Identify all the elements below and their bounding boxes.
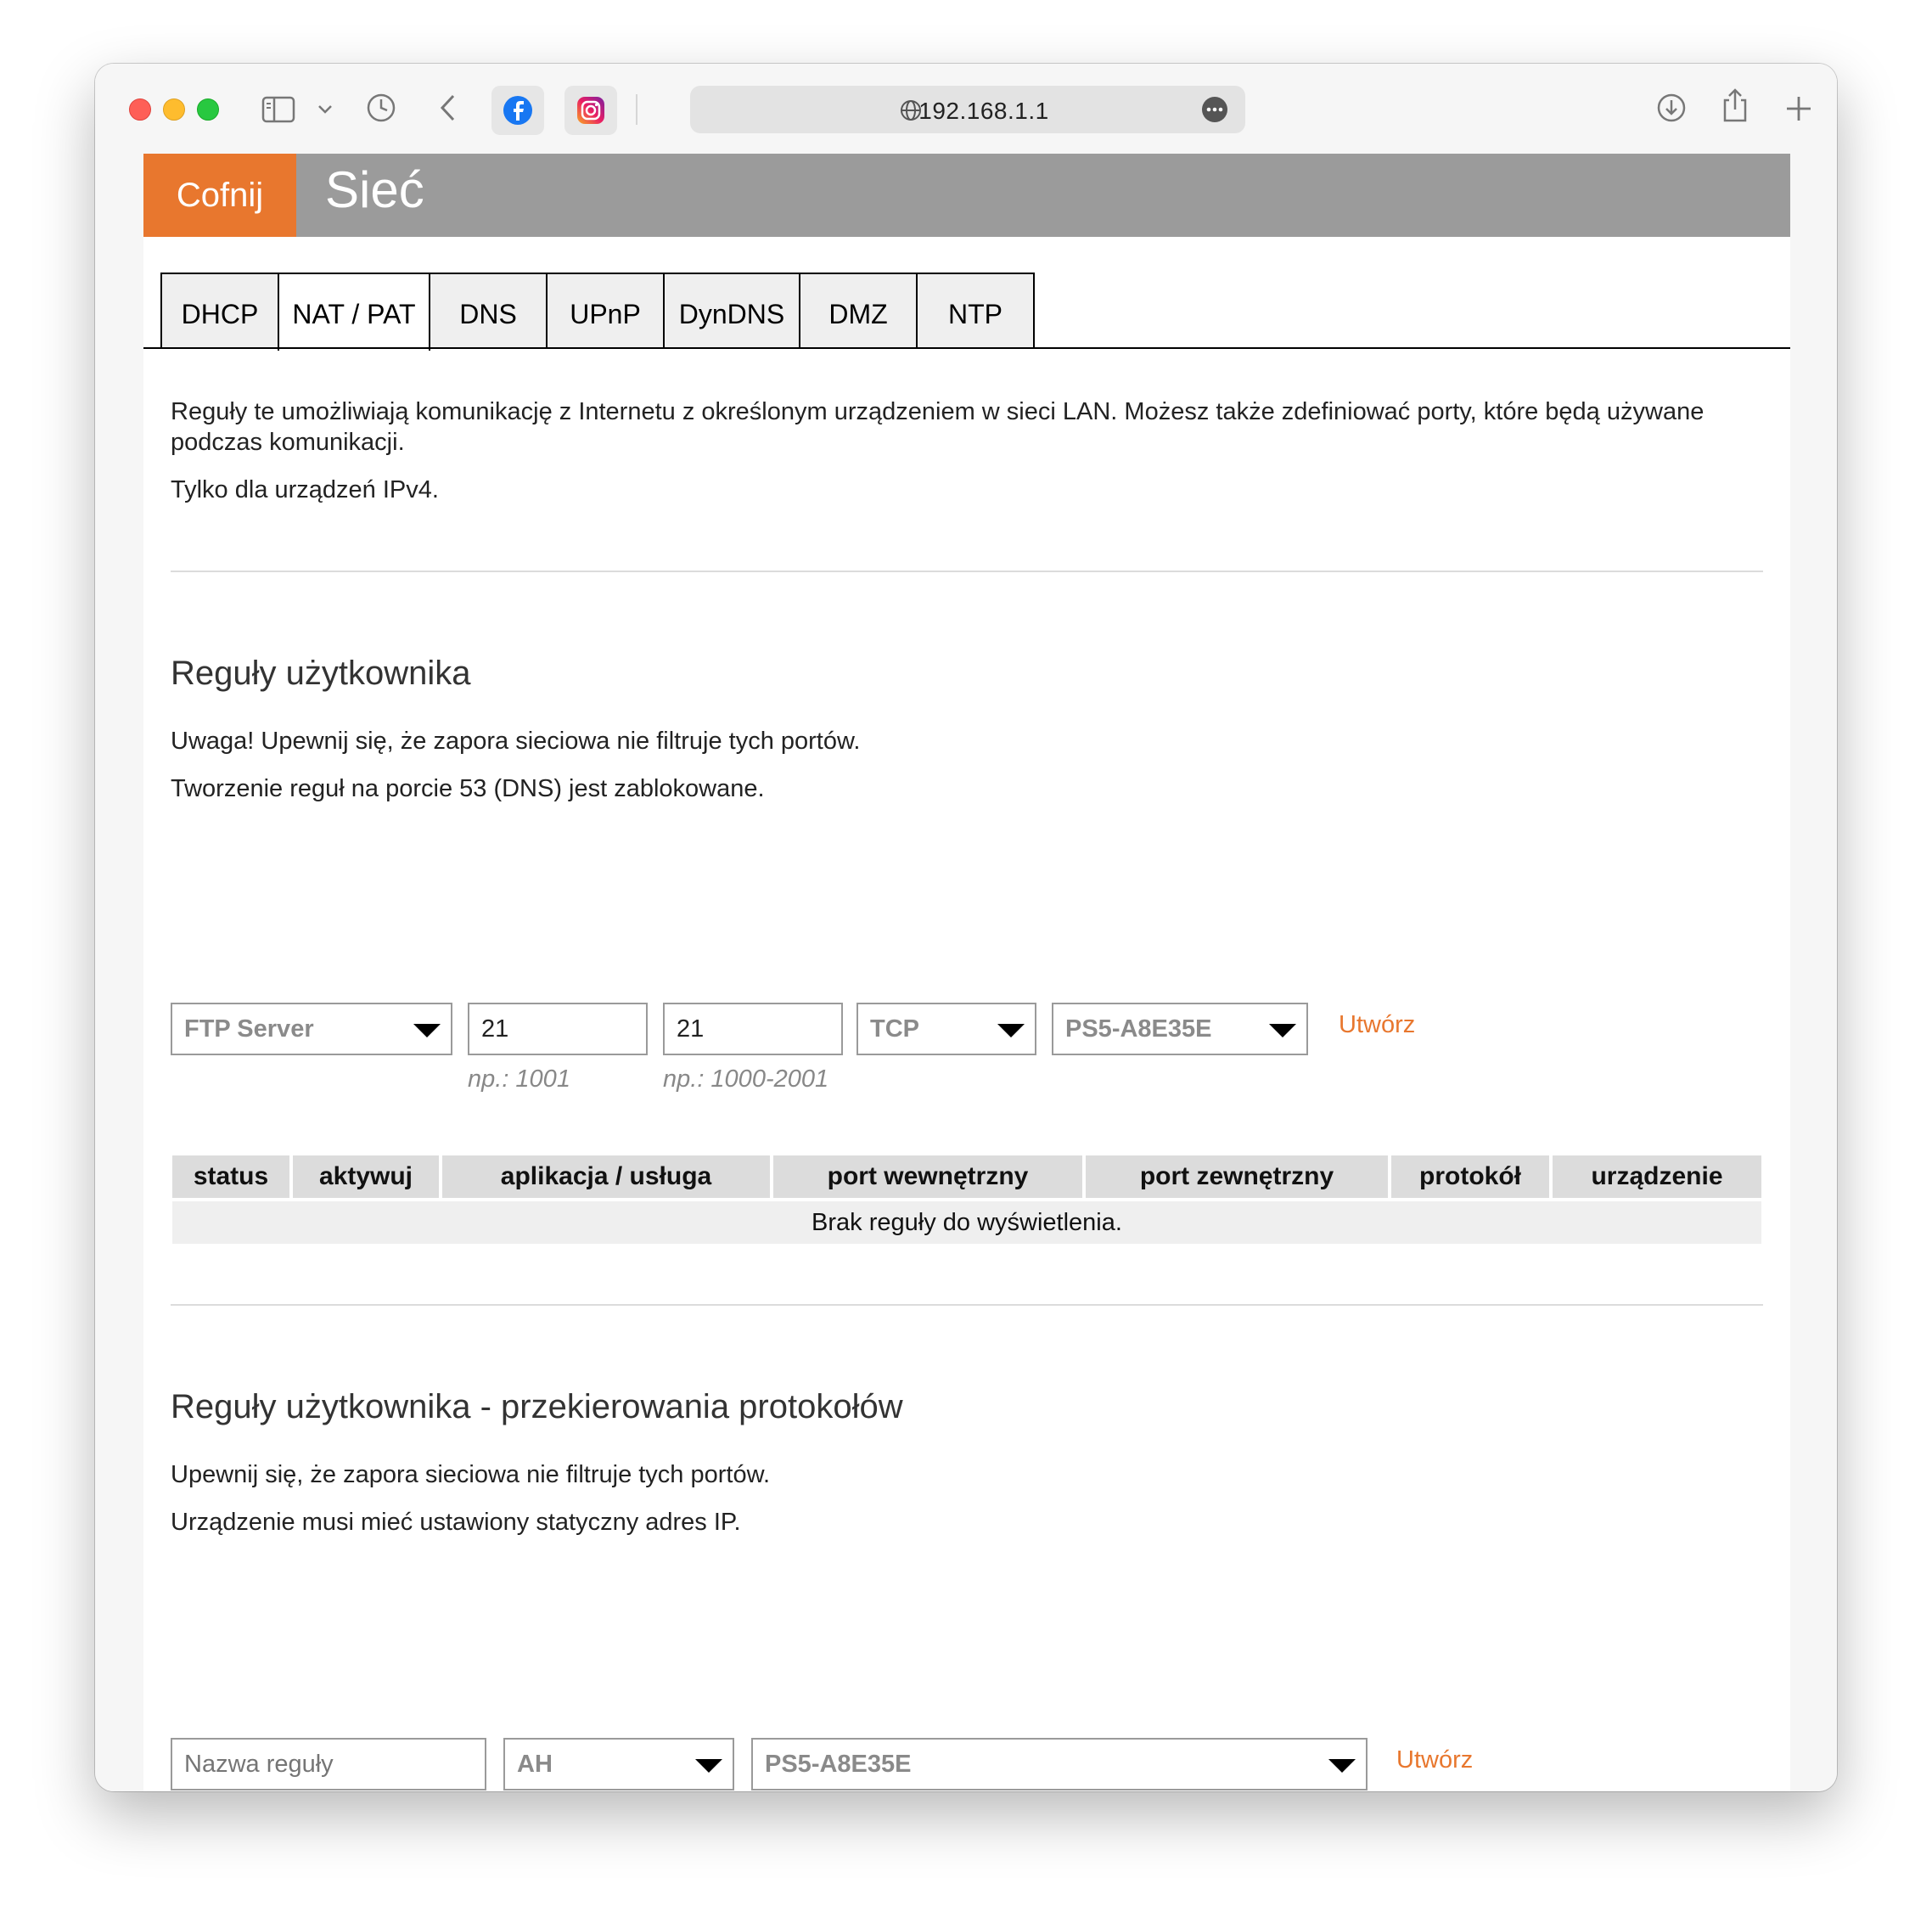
firewall-note: Upewnij się, że zapora sieciowa nie filtruje tych portów. <box>171 1461 770 1488</box>
tab-upnp[interactable]: UPnP <box>546 273 665 347</box>
tab-ntp[interactable]: NTP <box>916 273 1035 347</box>
protocol-select-value: TCP <box>870 1015 919 1043</box>
rule-name-input[interactable] <box>171 1738 486 1791</box>
dns-port-note: Tworzenie reguł na porcie 53 (DNS) jest zablokowane. <box>171 775 765 802</box>
column-header-application[interactable]: aplikacja / usługa <box>442 1155 770 1198</box>
tab-dmz[interactable]: DMZ <box>799 273 918 347</box>
column-header-device[interactable]: urządzenie <box>1553 1155 1761 1198</box>
user-rules-heading: Reguły użytkownika <box>171 655 471 692</box>
device-select-value: PS5-A8E35E <box>1065 1015 1212 1043</box>
application-select[interactable] <box>171 1003 452 1055</box>
toolbar-separator <box>636 94 637 125</box>
forwarding-protocol-select[interactable] <box>503 1738 734 1791</box>
back-arrow-icon[interactable] <box>438 93 458 123</box>
column-header-internal-port[interactable]: port wewnętrzny <box>773 1155 1082 1198</box>
page-header <box>143 154 1790 237</box>
external-port-input[interactable]: 21 <box>663 1003 843 1055</box>
dropdown-arrow-icon <box>695 1759 722 1773</box>
instagram-icon <box>576 95 606 126</box>
section-divider <box>171 571 1763 572</box>
tab-dns[interactable]: DNS <box>429 273 548 347</box>
dropdown-arrow-icon <box>413 1024 441 1037</box>
browser-window <box>95 64 1837 1791</box>
forwarding-device-select[interactable] <box>751 1738 1368 1791</box>
tab-divider <box>143 347 1790 349</box>
history-icon[interactable] <box>365 92 397 124</box>
close-window-button[interactable] <box>129 98 151 121</box>
ipv4-note: Tylko dla urządzeń IPv4. <box>171 476 439 503</box>
zoom-window-button[interactable] <box>197 98 219 121</box>
download-icon[interactable] <box>1655 92 1688 124</box>
device-select[interactable] <box>1052 1003 1308 1055</box>
protocol-forwarding-heading: Reguły użytkownika - przekierowania protokołów <box>171 1388 903 1425</box>
intro-line-2: podczas komunikacji. <box>171 429 405 456</box>
create-forwarding-link[interactable]: Utwórz <box>1396 1746 1474 1774</box>
internal-port-input[interactable]: 21 <box>468 1003 648 1055</box>
browser-toolbar <box>95 64 1837 154</box>
share-icon[interactable] <box>1721 87 1749 123</box>
dropdown-arrow-icon <box>997 1024 1025 1037</box>
column-header-activate[interactable]: aktywuj <box>293 1155 439 1198</box>
external-port-hint: np.: 1000-2001 <box>663 1065 829 1093</box>
firewall-warning: Uwaga! Upewnij się, że zapora sieciowa nie filtruje tych portów. <box>171 728 861 755</box>
empty-table-message: Brak reguły do wyświetlenia. <box>172 1201 1761 1244</box>
static-ip-note: Urządzenie musi mieć ustawiony statyczny adres IP. <box>171 1509 741 1536</box>
dropdown-arrow-icon <box>1269 1024 1296 1037</box>
page-viewport <box>95 154 1837 1791</box>
minimize-window-button[interactable] <box>163 98 185 121</box>
column-header-status[interactable]: status <box>172 1155 289 1198</box>
back-button[interactable]: Cofnij <box>143 154 296 237</box>
instagram-extension-button[interactable] <box>564 86 617 135</box>
more-options-icon[interactable] <box>1201 96 1228 123</box>
new-tab-icon[interactable] <box>1784 94 1813 123</box>
router-page <box>143 154 1790 1791</box>
url-text: 192.168.1.1 <box>918 98 1049 124</box>
page-title: Sieć <box>325 161 424 218</box>
dropdown-arrow-icon <box>1328 1759 1356 1773</box>
intro-line-1: Reguły te umożliwiają komunikację z Internetu z określonym urządzeniem w sieci LAN. Możesz także zdefiniować porty, które będą używane <box>171 398 1705 425</box>
address-bar[interactable] <box>690 86 1245 133</box>
facebook-extension-button[interactable] <box>491 86 544 135</box>
facebook-icon <box>503 95 533 126</box>
forwarding-device-value: PS5-A8E35E <box>765 1751 912 1778</box>
chevron-down-icon[interactable] <box>317 104 333 115</box>
column-header-external-port[interactable]: port zewnętrzny <box>1086 1155 1388 1198</box>
sidebar-icon[interactable] <box>261 96 295 123</box>
protocol-select[interactable] <box>856 1003 1036 1055</box>
column-header-protocol[interactable]: protokół <box>1391 1155 1549 1198</box>
tab-dhcp[interactable]: DHCP <box>160 273 279 347</box>
create-rule-link[interactable]: Utwórz <box>1339 1011 1416 1038</box>
internal-port-hint: np.: 1001 <box>468 1065 570 1093</box>
application-select-value: FTP Server <box>184 1015 314 1043</box>
tab-nat-pat[interactable]: NAT / PAT <box>278 273 430 351</box>
forwarding-protocol-value: AH <box>517 1751 553 1778</box>
tab-dyndns[interactable]: DynDNS <box>663 273 800 347</box>
section-divider <box>171 1304 1763 1306</box>
